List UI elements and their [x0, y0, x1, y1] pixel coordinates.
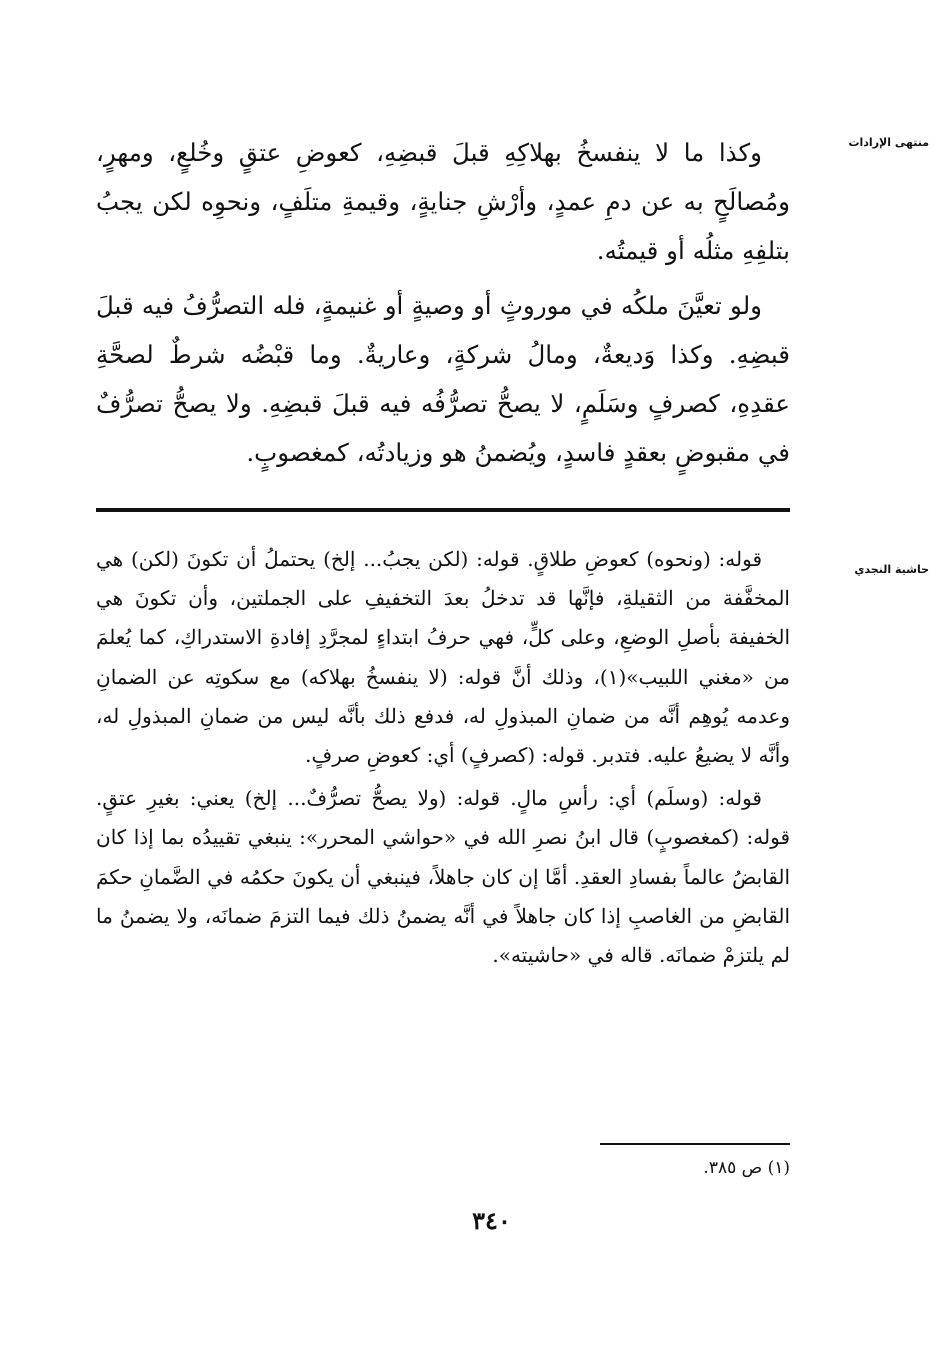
hashiya-paragraph-2: قوله: (وسلَم) أي: رأسِ مالٍ. قوله: (ولا يصحُّ تصرُّفٌ... إلخ) يعني: بغيرِ عتقٍ. قوله: (كمغصوبٍ) قال ابنُ نصرِ الله في «حواشي المحرر»: ينبغي تقييدُه بما إذا كان القابضُ عالماً بفسادِ العقدِ. أمَّا إن كان جاهلاً، فينبغي أن يكونَ حكمُه في الضَّمانِ حكمَ القابضِ من الغاصبِ إذا كان جاهلاً في أنَّه يضمنُ ذلك فيما التزمَ ضمانَه، ولا يضمنُ ما لم يلتزمْ ضمانَه. قاله في «حاشيته».	[96, 786, 790, 968]
main-paragraph-2: ولو تعيَّنَ ملكُه في موروثٍ أو وصيةٍ أو غنيمةٍ، فله التصرُّفُ فيه قبلَ قبضِهِ. وكذا وَديعةٌ، ومالُ شركةٍ، وعاريةٌ. وما قبْضُه شرطٌ لصحَّةِ عقدِهِ، كصرفٍ وسَلَمٍ، لا يصحُّ تصرُّفُه فيه قبلَ قبضِهِ. ولا يصحُّ تصرُّفٌ في مقبوضٍ بعقدٍ فاسدٍ، ويُضمنُ هو وزيادتُه، كمغصوبٍ.	[96, 291, 790, 467]
section-divider	[96, 508, 790, 512]
footnote: (١) ص ٣٨٥.	[703, 1158, 790, 1178]
main-text-block	[96, 128, 790, 483]
main-text-side-label: منتهى الإرادات	[848, 136, 929, 149]
hashiya-text-block	[96, 540, 790, 979]
hashiya-paragraph-1: قوله: (ونحوه) كعوضِ طلاقٍ. قوله: (لكن يجبُ... إلخ) يحتملُ أن تكونَ (لكن) هي المخفَّفة من الثقيلةِ، فإنَّها قد تدخلُ بعدَ التخفيفِ على الجملتين، وأن تكونَ هي الخفيفة بأصلِ الوضعِ، وعلى كلٍّ، فهي حرفُ ابتداءٍ لمجرَّدِ إفادةِ الاستدراكِ، كما يُعلمَ من «مغني اللبيب»(١)، وذلك أنَّ قوله: (لا ينفسخُ بهلاكه) مع سكوتِه عن الضمانِ وعدمه يُوهِم أنَّه من ضمانِ المبذولِ له، فدفع ذلك بأنَّه ليس من ضمانِ المبذولِ له، وأنَّه لا يضيعُ عليه. فتدبر. قوله: (كصرفٍ) أي: كعوضِ صرفٍ.	[96, 547, 790, 768]
page-number: ٣٤٠	[472, 1206, 511, 1235]
hashiya-side-label: حاشية النجدي	[854, 563, 929, 576]
footnote-divider	[600, 1143, 790, 1145]
main-paragraph-1: وكذا ما لا ينفسخُ بهلاكِهِ قبلَ قبضِهِ، كعوضِ عتقٍ وخُلعٍ، ومهرٍ، ومُصالَحٍ به عن دمِ عمدٍ، وأرْشِ جنايةٍ، وقيمةِ متلَفٍ، ونحوِه لكن يجبُ بتلفِهِ مثلُه أو قيمتُه.	[96, 138, 790, 265]
